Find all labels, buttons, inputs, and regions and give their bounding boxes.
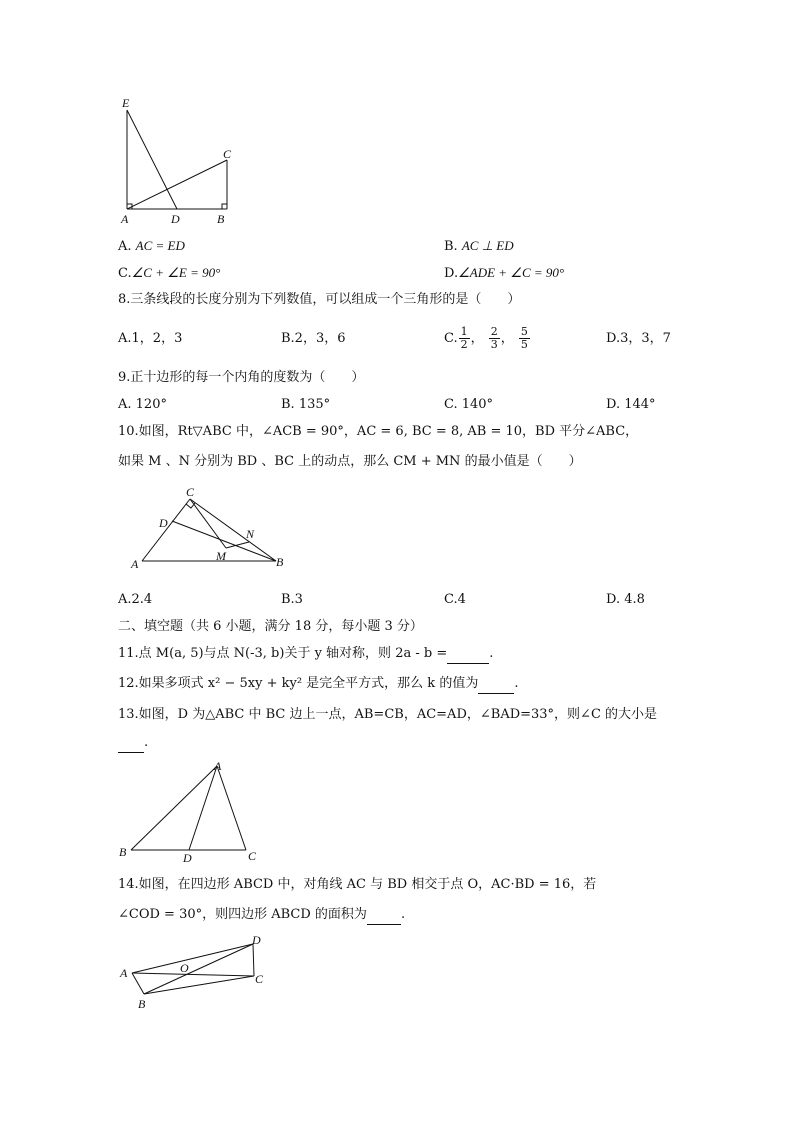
q9-option-d: D. 144°: [606, 397, 656, 412]
q7-option-b: B. AC ⊥ ED: [444, 238, 514, 254]
q10-label-a: A: [131, 557, 139, 571]
q10-figure: [128, 484, 288, 572]
q13-figure: [114, 756, 264, 866]
q7-label-d: D: [171, 212, 180, 226]
q7-label-a: A: [121, 212, 129, 226]
q7-option-a: A. AC = ED: [118, 238, 185, 254]
q8-option-a: A.1，2，3: [118, 331, 183, 346]
q8-option-c: C. $\frac{1}{2}$ ， $\frac{2}{3}$ ， $\frac{5}{5}$: [444, 325, 528, 351]
q10-option-d: D. 4.8: [606, 592, 645, 607]
fraction: $\frac{2}{3}$: [490, 325, 498, 351]
q10-stem-line1: 10.如图，Rt▽ABC 中，∠ACB = 90°，AC = 6, BC = 8, AB = 10，BD 平分∠ABC，: [118, 424, 639, 439]
q9-stem: 9.正十边形的每一个内角的度数为（ ）: [118, 370, 365, 385]
answer-blank: [118, 734, 144, 753]
q9-option-c: C. 140°: [444, 397, 494, 412]
q14-line2: ∠COD = 30°，则四边形 ABCD 的面积为 .: [118, 906, 405, 925]
q14-figure: [114, 930, 274, 1012]
q14-label-o: O: [180, 961, 189, 975]
q10-option-c: C.4: [444, 592, 466, 607]
q13-line1: 13.如图，D 为△ABC 中 BC 边上一点，AB=CB，AC=AD，∠BAD=33°，则∠C 的大小是: [118, 707, 658, 722]
section-heading: 二、填空题（共 6 小题，满分 18 分，每小题 3 分）: [118, 619, 423, 634]
q7-label-c: C: [223, 147, 232, 161]
q7-figure: [112, 92, 242, 227]
q14-label-c: C: [255, 972, 264, 986]
q10-stem-line2: 如果 M 、N 分别为 BD 、BC 上的动点，那么 CM + MN 的最小值是（ ）: [118, 454, 582, 469]
q13-label-a: A: [214, 759, 222, 773]
q7-label-e: E: [122, 96, 130, 110]
q11: 11.点 M(a, 5)与点 N(-3, b)关于 y 轴对称，则 2a - b = .: [118, 645, 493, 664]
q13-label-b: B: [119, 845, 127, 859]
q10-label-c: C: [186, 485, 195, 499]
q10-label-d: D: [159, 516, 168, 530]
q9-option-b: B. 135°: [281, 397, 331, 412]
q12: 12.如果多项式 x² − 5xy + ky² 是完全平方式，那么 k 的值为 .: [118, 675, 518, 694]
q10-label-n: N: [246, 527, 255, 541]
q8-option-d: D.3，3，7: [606, 331, 671, 346]
q13-label-c: C: [248, 849, 257, 863]
answer-blank: [367, 906, 401, 925]
q7-label-b: B: [217, 212, 225, 226]
q13-line2: .: [118, 734, 148, 753]
answer-blank: [447, 645, 489, 664]
answer-blank: [478, 675, 514, 694]
q14-label-d: D: [252, 933, 261, 947]
q10-option-a: A.2.4: [118, 592, 153, 607]
q14-line1: 14.如图，在四边形 ABCD 中，对角线 AC 与 BD 相交于点 O，AC·BD = 16，若: [118, 877, 597, 892]
q10-option-b: B.3: [281, 592, 303, 607]
q8-option-b: B.2，3，6: [281, 331, 346, 346]
q10-label-b: B: [276, 555, 284, 569]
fraction: $\frac{5}{5}$: [520, 325, 528, 351]
q7-option-c: C.∠C + ∠E = 90°: [118, 265, 221, 281]
q7-option-d: D.∠ADE + ∠C = 90°: [444, 265, 565, 281]
q9-option-a: A. 120°: [118, 397, 167, 412]
q10-label-m: M: [216, 549, 226, 563]
q13-label-d: D: [183, 851, 192, 865]
q8-stem: 8.三条线段的长度分别为下列数值，可以组成一个三角形的是（ ）: [118, 292, 521, 307]
q14-label-b: B: [138, 997, 146, 1011]
q14-label-a: A: [120, 966, 128, 980]
fraction: $\frac{1}{2}$: [460, 325, 468, 351]
